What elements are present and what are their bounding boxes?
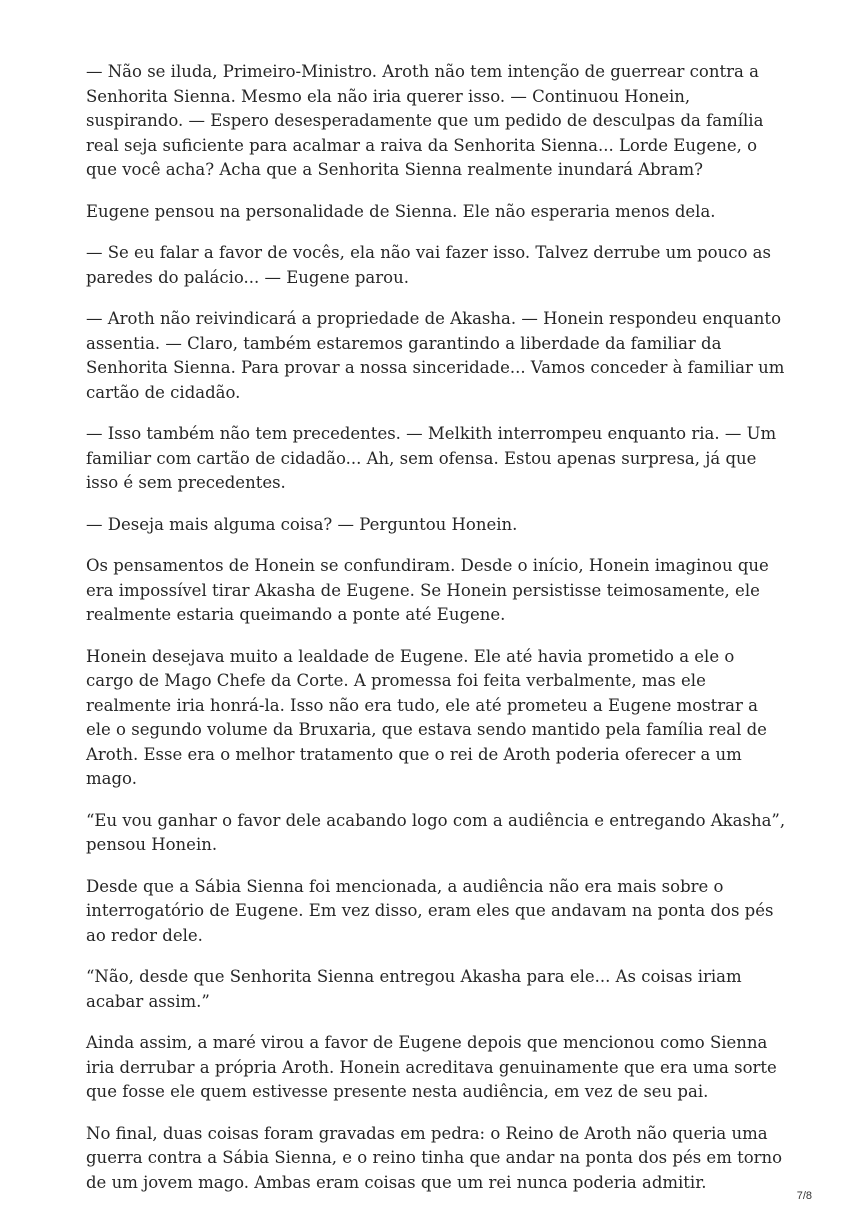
paragraph: No final, duas coisas foram gravadas em pedra: o Reino de Aroth não queria uma guerra contra a Sábia Sienna, e o reino tinha que andar na ponta dos pés em torno de um jovem mago. Ambas eram coisas que um rei nunca poderia admitir. [86,1123,783,1192]
paragraph: — Deseja mais alguma coisa? — Perguntou Honein. [86,514,518,534]
paragraph: Desde que a Sábia Sienna foi mencionada, a audiência não era mais sobre o interrogatório de Eugene. Em vez disso, eram eles que andavam na ponta dos pés ao redor dele. [86,876,774,945]
paragraph: Ainda assim, a maré virou a favor de Eugene depois que mencionou como Sienna iria derrubar a própria Aroth. Honein acreditava genuinamente que era uma sorte que fosse ele quem estivesse presente nesta audiência, em vez de seu pai. [86,1033,777,1101]
page-number: 7/8 [796,1190,812,1202]
paragraph: Os pensamentos de Honein se confundiram. Desde o início, Honein imaginou que era impossível tirar Akasha de Eugene. Se Honein persistisse teimosamente, ele realmente estaria queimando a ponte até Eugene. [86,556,769,624]
paragraph: — Aroth não reivindicará a propriedade de Akasha. — Honein respondeu enquanto assentia. — Claro, também estaremos garantindo a liberdade da familiar da Senhorita Sienna. Para provar a nossa sinceridade... Vamos conceder à familiar um cartão de cidadão. [86,309,785,402]
paragraph: “Eu vou ganhar o favor dele acabando logo com a audiência e entregando Akasha”, pensou Honein. [86,810,786,854]
paragraph: — Se eu falar a favor de vocês, ela não vai fazer isso. Talvez derrube um pouco as paredes do palácio... — Eugene parou. [86,243,771,287]
paragraph: — Não se iluda, Primeiro-Ministro. Aroth não tem intenção de guerrear contra a Senhorita Sienna. Mesmo ela não iria querer isso. — Continuou Honein, suspirando. — Espero desesperadamente que um pedido de desculpas da família real seja suficiente para acalmar a raiva da Senhorita Sienna... Lorde Eugene, o que você acha? Acha que a Senhorita Sienna realmente inundará Abram? [86,62,764,179]
paragraph: — Isso também não tem precedentes. — Melkith interrompeu enquanto ria. — Um familiar com cartão de cidadão... Ah, sem ofensa. Estou apenas surpresa, já que isso é sem precedentes. [86,424,777,492]
paragraph: Eugene pensou na personalidade de Sienna. Ele não esperaria menos dela. [86,201,716,221]
document-body [86,60,786,1212]
paragraph: Honein desejava muito a lealdade de Eugene. Ele até havia prometido a ele o cargo de Mago Chefe da Corte. A promessa foi feita verbalmente, mas ele realmente iria honrá-la. Isso não era tudo, ele até prometeu a Eugene mostrar a ele o segundo volume da Bruxaria, que estava sendo mantido pela família real de Aroth. Esse era o melhor tratamento que o rei de Aroth poderia oferecer a um mago. [86,646,767,788]
paragraph: “Não, desde que Senhorita Sienna entregou Akasha para ele... As coisas iriam acabar assim.” [86,967,742,1011]
